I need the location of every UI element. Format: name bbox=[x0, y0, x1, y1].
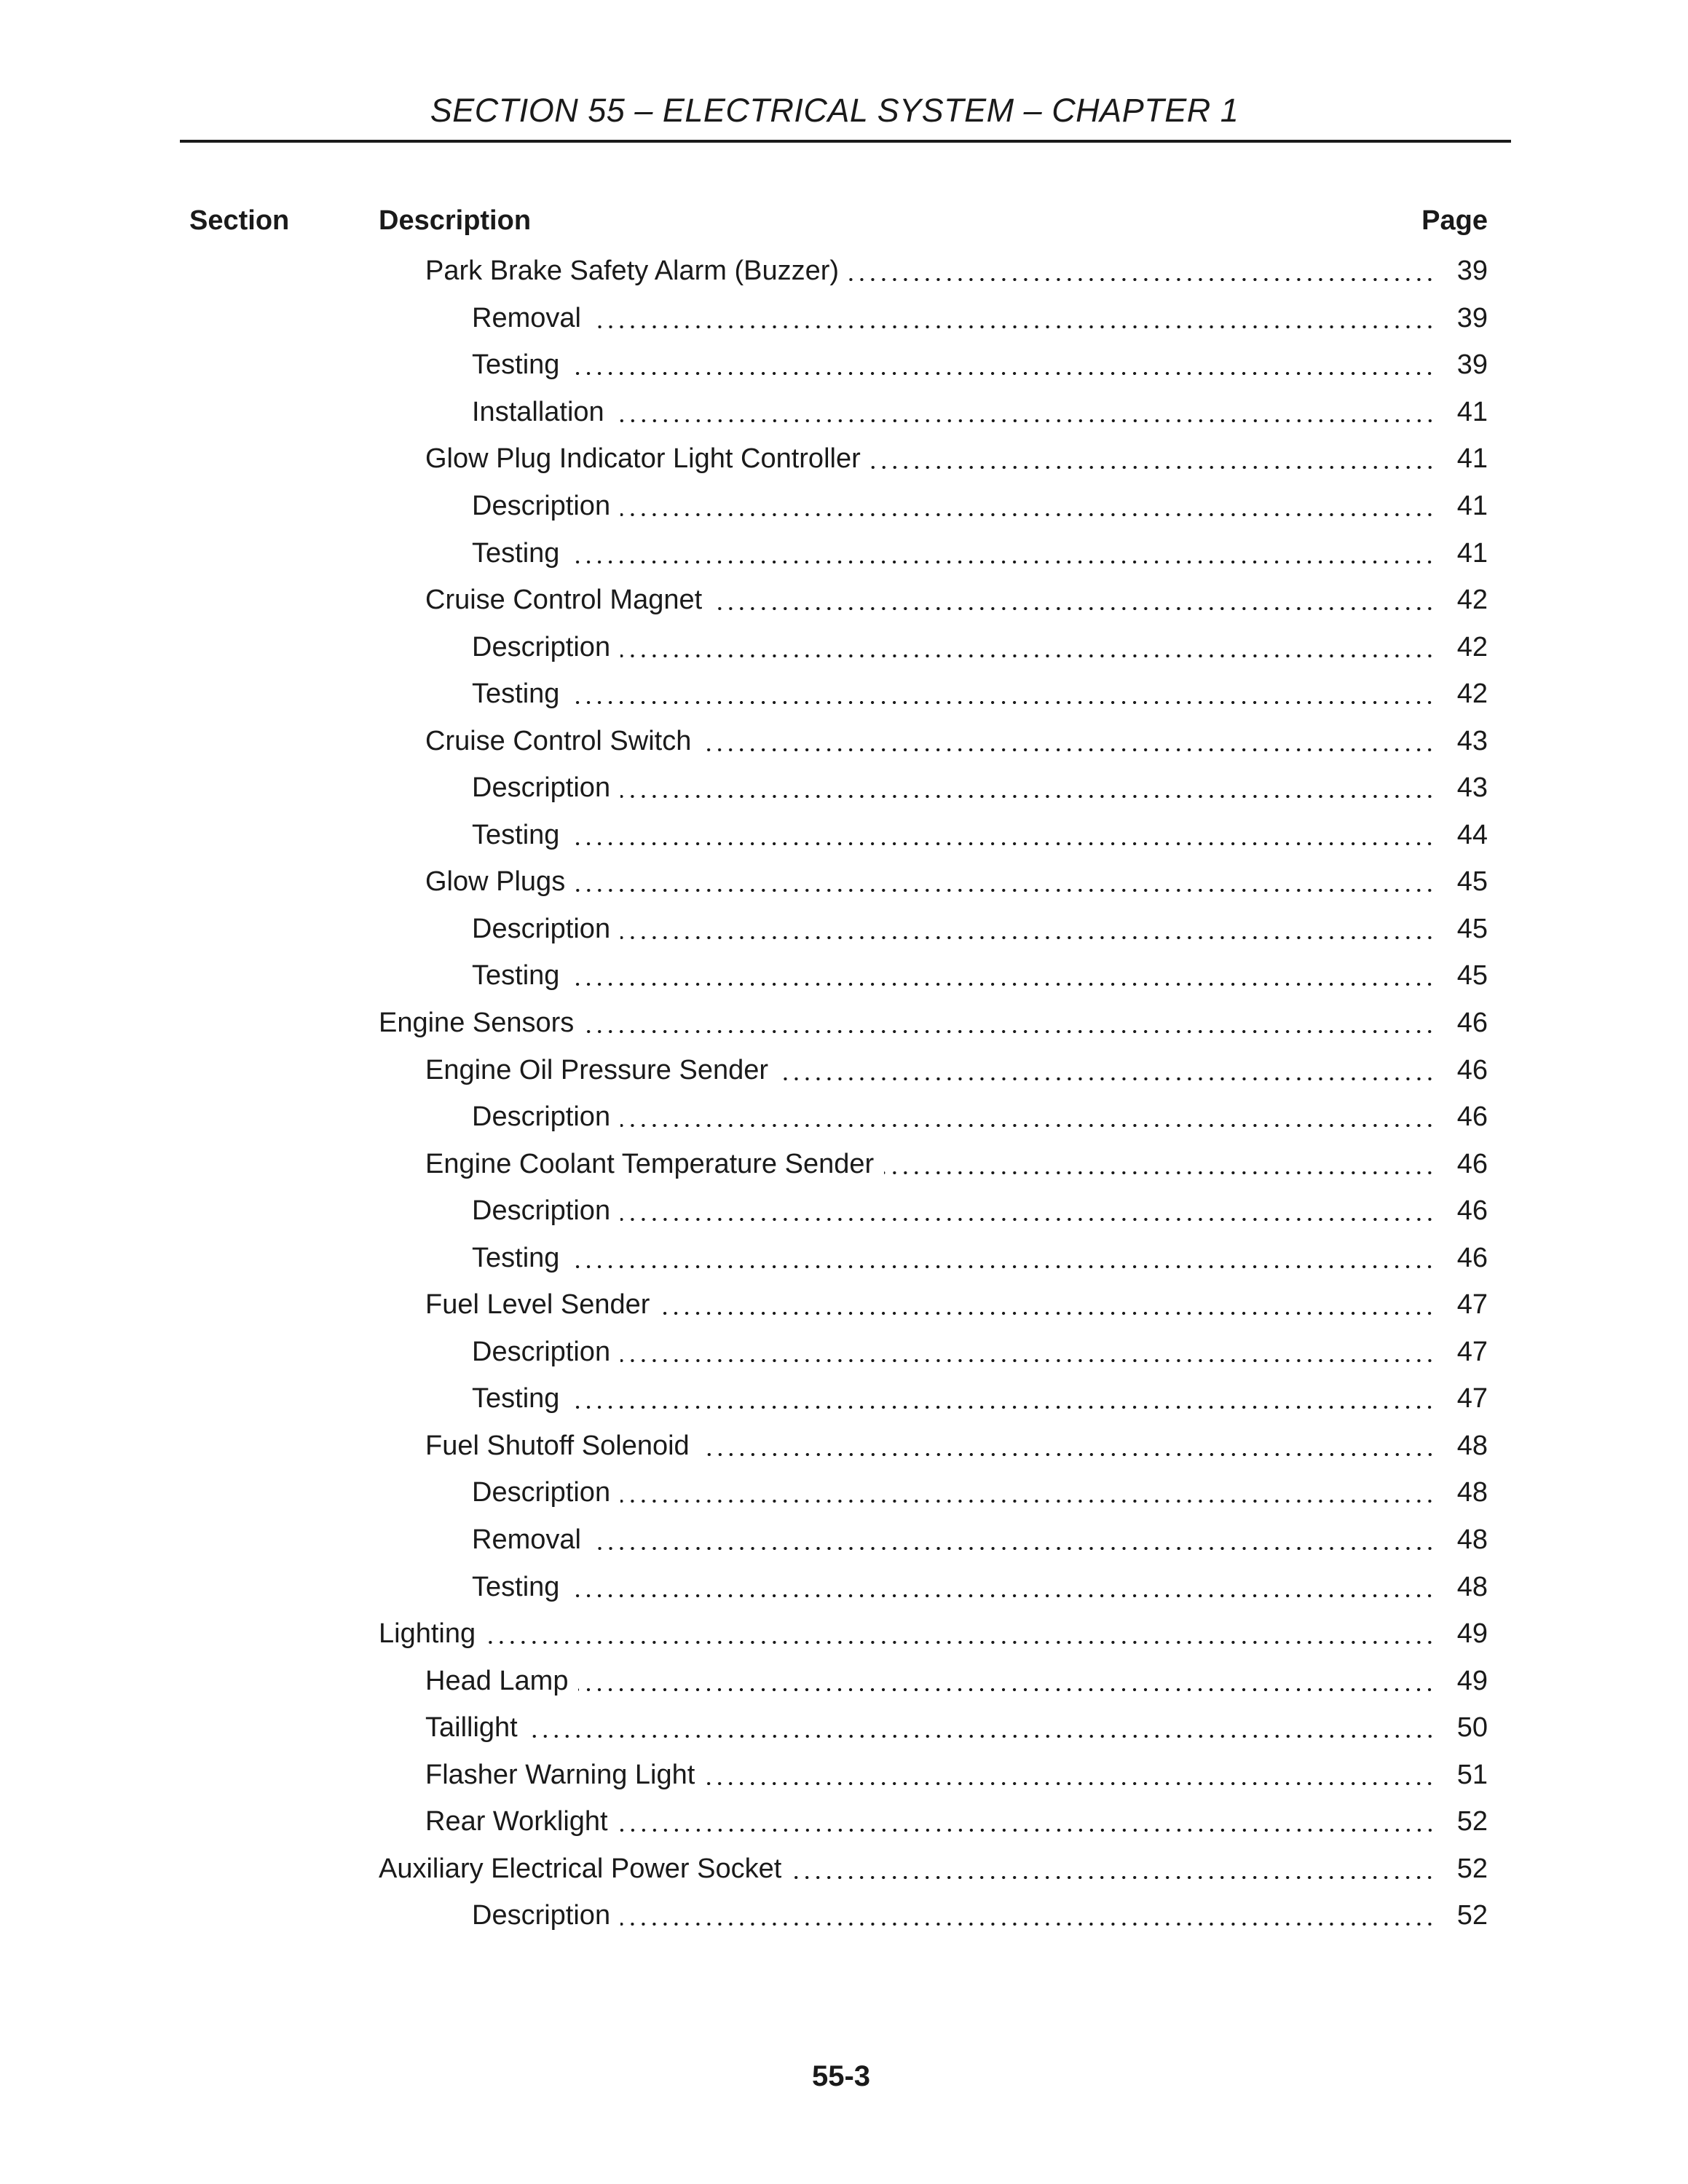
dot-leader bbox=[620, 1187, 1435, 1234]
toc-entry-page: 51 bbox=[1456, 1759, 1488, 1790]
toc-entry-title: Testing bbox=[472, 819, 560, 850]
dot-leader bbox=[884, 1141, 1435, 1187]
toc-entry bbox=[379, 435, 1488, 483]
toc-entry bbox=[379, 295, 1488, 342]
toc-entry-title: Engine Oil Pressure Sender bbox=[425, 1054, 769, 1085]
toc-entry-title: Engine Coolant Temperature Sender bbox=[425, 1148, 875, 1179]
toc-entry bbox=[379, 577, 1488, 624]
toc-entry-page: 42 bbox=[1456, 585, 1488, 616]
toc-entry-page: 52 bbox=[1456, 1853, 1488, 1884]
toc-entry-title: Removal bbox=[472, 1524, 581, 1556]
toc-entry-page: 45 bbox=[1456, 866, 1488, 898]
toc-entry bbox=[379, 1234, 1488, 1281]
toc-entry-page: 46 bbox=[1456, 1242, 1488, 1273]
dot-leader bbox=[620, 764, 1435, 811]
dot-leader bbox=[486, 1610, 1435, 1657]
toc-entry bbox=[379, 1329, 1488, 1376]
dot-leader bbox=[569, 1235, 1435, 1281]
toc-entry-page: 46 bbox=[1456, 1008, 1488, 1039]
toc-entry bbox=[379, 1469, 1488, 1516]
toc-entry-title: Description bbox=[472, 1477, 611, 1508]
dot-leader bbox=[620, 1892, 1435, 1939]
dot-leader bbox=[620, 906, 1435, 952]
dot-leader bbox=[618, 1798, 1435, 1845]
toc-entry-page: 45 bbox=[1456, 913, 1488, 944]
toc-entry bbox=[379, 1752, 1488, 1799]
toc-entry-page: 48 bbox=[1456, 1524, 1488, 1556]
toc-entry-title: Testing bbox=[472, 1571, 560, 1602]
dot-leader bbox=[584, 1000, 1435, 1046]
toc-entry-title: Testing bbox=[472, 1242, 560, 1273]
toc-entry-page: 49 bbox=[1456, 1665, 1488, 1696]
toc-entry-page: 46 bbox=[1456, 1101, 1488, 1133]
dot-leader bbox=[578, 1658, 1435, 1704]
dot-leader bbox=[615, 389, 1435, 435]
toc-entry bbox=[379, 1892, 1488, 1939]
dot-leader bbox=[569, 1564, 1435, 1610]
toc-entry bbox=[379, 1187, 1488, 1235]
toc-entry-page: 42 bbox=[1456, 678, 1488, 710]
dot-leader bbox=[620, 1093, 1435, 1140]
dot-leader bbox=[778, 1047, 1435, 1093]
dot-leader bbox=[792, 1845, 1435, 1892]
page-number: 55-3 bbox=[811, 2060, 871, 2092]
toc-entry-page: 47 bbox=[1456, 1289, 1488, 1321]
toc-entry bbox=[379, 529, 1488, 577]
column-header-page: Page bbox=[1421, 205, 1488, 236]
dot-leader bbox=[591, 295, 1435, 341]
toc-entry-title: Testing bbox=[472, 349, 560, 381]
toc-entry-title: Auxiliary Electrical Power Socket bbox=[379, 1853, 782, 1884]
toc-entry-page: 52 bbox=[1456, 1900, 1488, 1931]
toc-entry-page: 42 bbox=[1456, 631, 1488, 662]
dot-leader bbox=[569, 1375, 1435, 1422]
toc-entry bbox=[379, 670, 1488, 718]
toc-entry bbox=[379, 248, 1488, 295]
toc-entry-title: Description bbox=[472, 1101, 611, 1133]
toc-entry-title: Glow Plugs bbox=[425, 866, 566, 898]
toc-entry-title: Cruise Control Magnet bbox=[425, 585, 703, 616]
toc-entry-page: 41 bbox=[1456, 443, 1488, 475]
toc-entry bbox=[379, 906, 1488, 953]
toc-entry bbox=[379, 1610, 1488, 1658]
toc-entry bbox=[379, 952, 1488, 1000]
toc-entry-page: 41 bbox=[1456, 491, 1488, 521]
toc-entry-page: 46 bbox=[1456, 1148, 1488, 1179]
toc-entry-page: 48 bbox=[1456, 1571, 1488, 1602]
toc-entry-page: 49 bbox=[1456, 1618, 1488, 1650]
toc-entry-title: Cruise Control Switch bbox=[425, 725, 692, 756]
dot-leader bbox=[620, 1329, 1435, 1375]
toc-entry bbox=[379, 1281, 1488, 1329]
dot-leader bbox=[569, 952, 1435, 999]
toc-entry-title: Description bbox=[472, 1195, 611, 1227]
toc-entry bbox=[379, 1140, 1488, 1187]
dot-leader bbox=[569, 670, 1435, 717]
toc-entry bbox=[379, 1423, 1488, 1470]
toc-entry bbox=[379, 717, 1488, 764]
toc-entry-title: Description bbox=[472, 1336, 611, 1367]
toc-entry-page: 43 bbox=[1456, 772, 1488, 804]
toc-entry bbox=[379, 341, 1488, 389]
dot-leader bbox=[620, 1469, 1435, 1516]
page-header bbox=[180, 86, 1511, 143]
toc-entry bbox=[379, 623, 1488, 670]
toc-entry-page: 48 bbox=[1456, 1430, 1488, 1461]
toc-entry-title: Taillight bbox=[425, 1712, 518, 1744]
toc-entry-title: Head Lamp bbox=[425, 1665, 569, 1696]
toc-entry bbox=[379, 1798, 1488, 1845]
toc-entry bbox=[379, 1046, 1488, 1093]
toc-entry-title: Removal bbox=[472, 302, 581, 333]
toc-entry-page: 44 bbox=[1456, 819, 1488, 850]
toc-entry-title: Park Brake Safety Alarm (Buzzer) bbox=[425, 256, 840, 287]
toc-entry bbox=[379, 764, 1488, 812]
page-header-title: SECTION 55 – ELECTRICAL SYSTEM – CHAPTER 1 bbox=[430, 92, 1239, 129]
toc-entry-page: 50 bbox=[1456, 1712, 1488, 1744]
dot-leader bbox=[620, 624, 1435, 670]
dot-leader bbox=[575, 858, 1435, 905]
dot-leader bbox=[569, 812, 1435, 858]
toc-entry bbox=[379, 1657, 1488, 1704]
toc-entry bbox=[379, 1000, 1488, 1047]
toc-entry-page: 39 bbox=[1456, 256, 1488, 287]
toc-entry-page: 46 bbox=[1456, 1054, 1488, 1085]
dot-leader bbox=[700, 1423, 1435, 1469]
table-of-contents bbox=[379, 248, 1488, 1939]
toc-entry-page: 41 bbox=[1456, 537, 1488, 569]
dot-leader bbox=[660, 1281, 1435, 1328]
toc-entry-title: Engine Sensors bbox=[379, 1008, 575, 1039]
dot-leader bbox=[705, 1752, 1435, 1798]
toc-entry-title: Fuel Level Sender bbox=[425, 1289, 650, 1321]
dot-leader bbox=[569, 530, 1435, 577]
toc-entry-title: Description bbox=[472, 491, 611, 521]
dot-leader bbox=[712, 577, 1435, 623]
toc-entry bbox=[379, 389, 1488, 436]
toc-entry-title: Rear Worklight bbox=[425, 1806, 608, 1837]
dot-leader bbox=[620, 483, 1435, 529]
toc-entry-title: Testing bbox=[472, 537, 560, 569]
toc-entry-title: Description bbox=[472, 772, 611, 804]
toc-entry-page: 46 bbox=[1456, 1195, 1488, 1227]
toc-entry-title: Fuel Shutoff Solenoid bbox=[425, 1430, 690, 1461]
toc-entry-title: Description bbox=[472, 1900, 611, 1931]
toc-entry bbox=[379, 812, 1488, 859]
toc-entry bbox=[379, 1563, 1488, 1610]
column-header-section: Section bbox=[189, 205, 290, 236]
toc-entry-title: Description bbox=[472, 631, 611, 662]
toc-entry bbox=[379, 858, 1488, 906]
dot-leader bbox=[569, 341, 1435, 388]
toc-entry bbox=[379, 483, 1488, 530]
toc-entry-page: 39 bbox=[1456, 302, 1488, 333]
toc-entry-page: 41 bbox=[1456, 396, 1488, 427]
dot-leader bbox=[591, 1516, 1435, 1563]
toc-entry-title: Description bbox=[472, 913, 611, 944]
dot-leader bbox=[701, 718, 1435, 764]
toc-entry bbox=[379, 1093, 1488, 1141]
column-header-description: Description bbox=[379, 205, 532, 236]
toc-entry-page: 39 bbox=[1456, 349, 1488, 381]
toc-entry-title: Lighting bbox=[379, 1618, 476, 1650]
dot-leader bbox=[528, 1704, 1435, 1751]
toc-entry-title: Glow Plug Indicator Light Controller bbox=[425, 443, 861, 475]
toc-entry-page: 52 bbox=[1456, 1806, 1488, 1837]
toc-entry bbox=[379, 1704, 1488, 1752]
dot-leader bbox=[849, 248, 1435, 294]
toc-entry-title: Testing bbox=[472, 960, 560, 992]
toc-entry bbox=[379, 1375, 1488, 1423]
dot-leader bbox=[871, 435, 1435, 482]
toc-entry-title: Installation bbox=[472, 396, 604, 427]
toc-entry-title: Flasher Warning Light bbox=[425, 1759, 695, 1790]
toc-entry-page: 45 bbox=[1456, 960, 1488, 992]
toc-entry-page: 47 bbox=[1456, 1383, 1488, 1415]
toc-entry-page: 47 bbox=[1456, 1336, 1488, 1367]
toc-entry-page: 48 bbox=[1456, 1477, 1488, 1508]
toc-entry-title: Testing bbox=[472, 1383, 560, 1415]
toc-entry bbox=[379, 1516, 1488, 1564]
toc-entry-title: Testing bbox=[472, 678, 560, 710]
toc-entry bbox=[379, 1845, 1488, 1893]
toc-entry-page: 43 bbox=[1456, 725, 1488, 756]
